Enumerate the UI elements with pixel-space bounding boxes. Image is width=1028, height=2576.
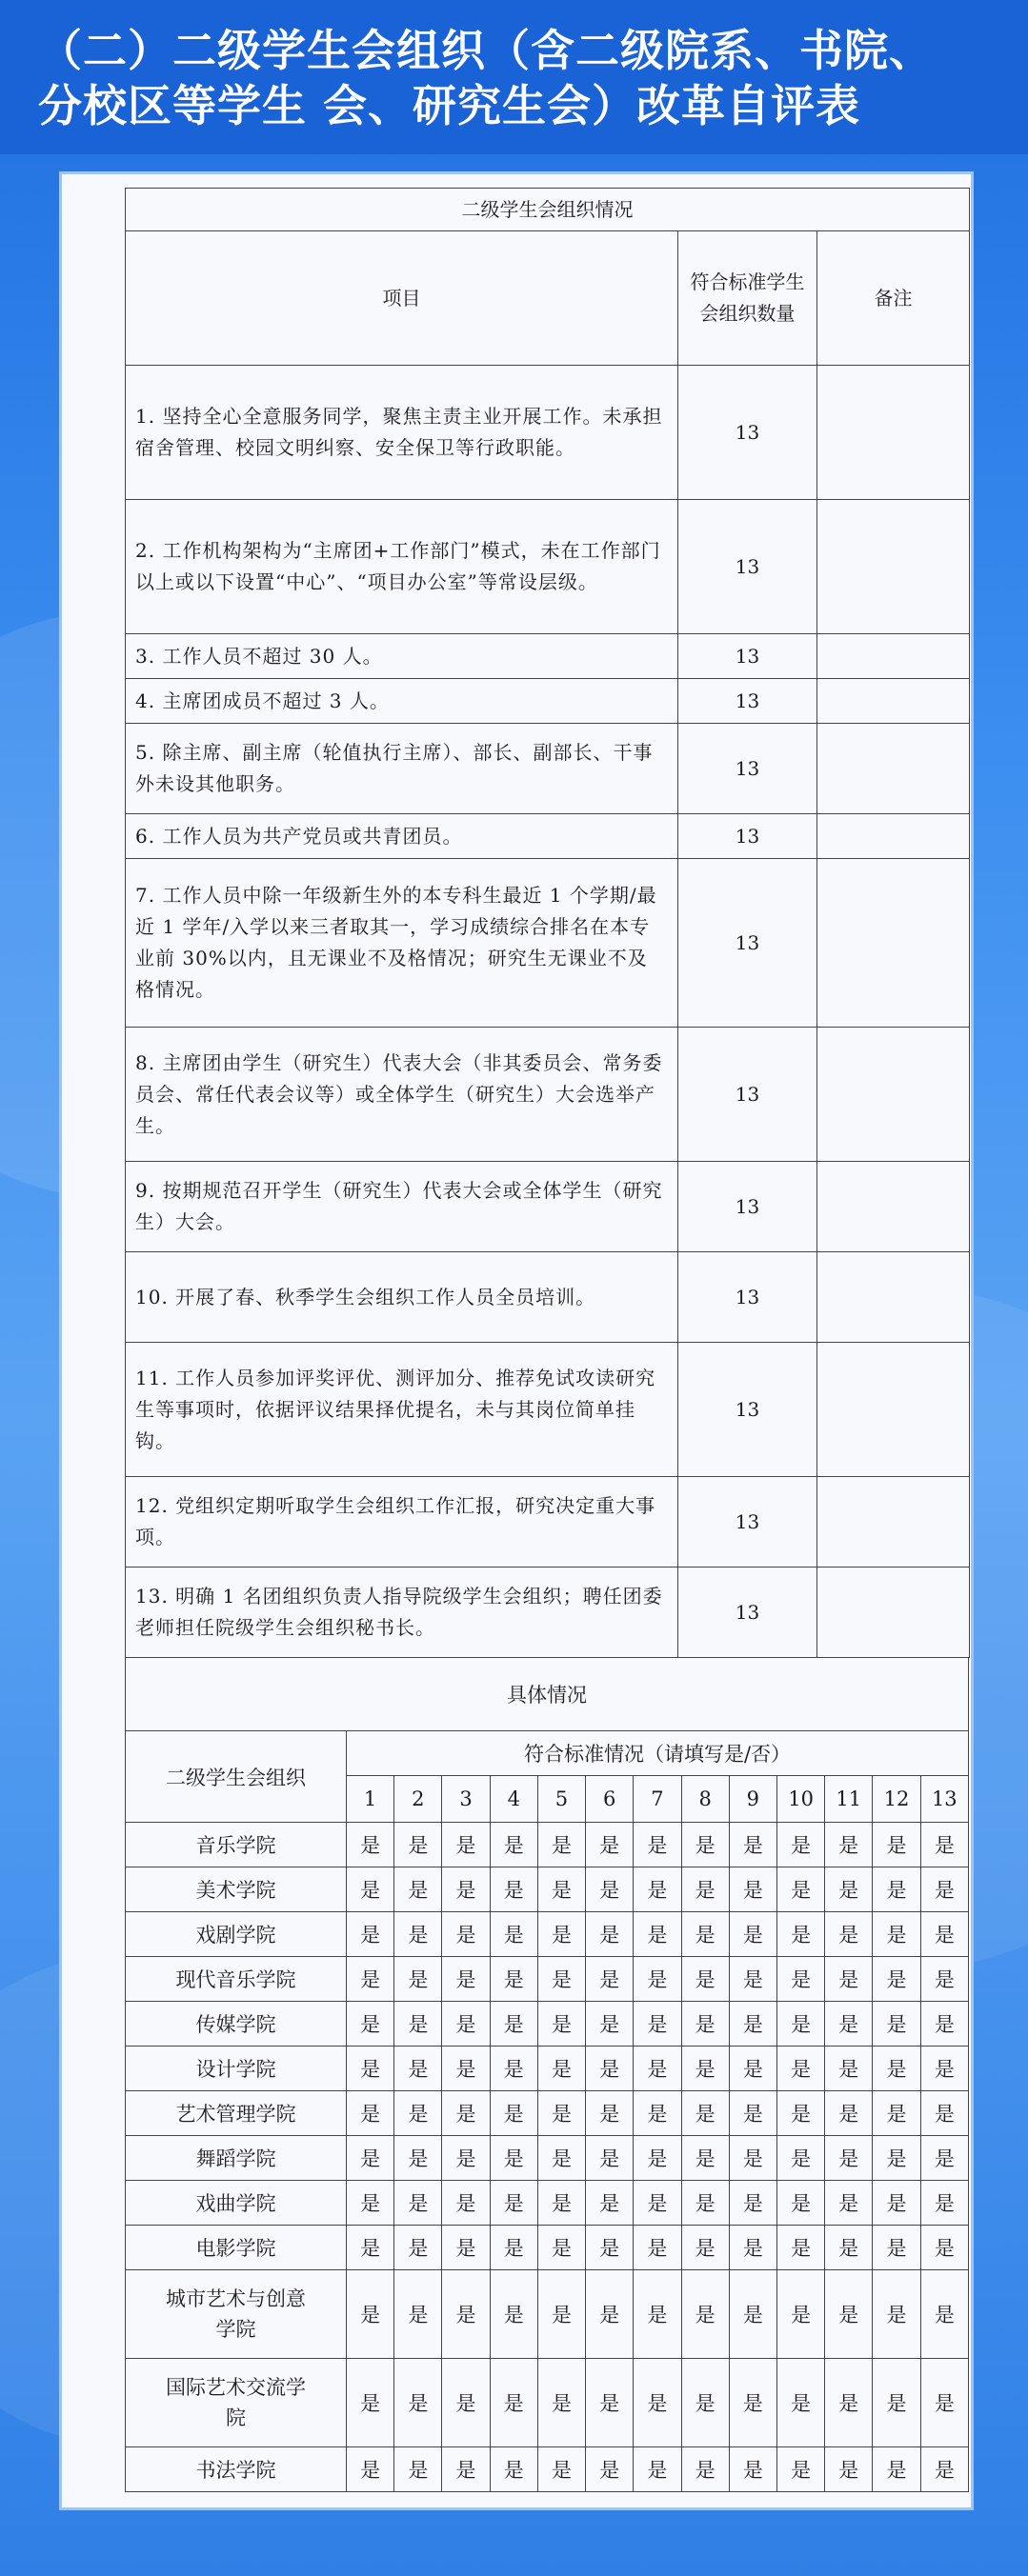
criteria-text: 12. 党组织定期听取学生会组织工作汇报，研究决定重大事项。 bbox=[126, 1477, 678, 1568]
status-mark: 是 bbox=[873, 1823, 920, 1867]
status-mark: 是 bbox=[681, 2226, 729, 2270]
criteria-text: 9. 按期规范召开学生（研究生）代表大会或全体学生（研究生）大会。 bbox=[126, 1162, 678, 1252]
status-mark: 是 bbox=[347, 2359, 394, 2447]
criteria-note bbox=[817, 1568, 970, 1658]
status-mark: 是 bbox=[920, 2047, 968, 2091]
table-wrapper bbox=[125, 188, 969, 2492]
status-mark: 是 bbox=[394, 2359, 442, 2447]
criteria-row bbox=[126, 366, 970, 500]
org-row bbox=[126, 1823, 969, 1867]
criteria-note bbox=[817, 859, 970, 1028]
org-name: 国际艺术交流学院 bbox=[126, 2359, 347, 2447]
status-mark: 是 bbox=[681, 2136, 729, 2181]
status-mark: 是 bbox=[776, 1867, 824, 1912]
org-name: 美术学院 bbox=[126, 1867, 347, 1912]
criteria-section-title: 二级学生会组织情况 bbox=[126, 189, 970, 231]
criteria-note bbox=[817, 1162, 970, 1252]
criteria-number: 9 bbox=[729, 1776, 776, 1823]
status-mark: 是 bbox=[920, 2136, 968, 2181]
criteria-note bbox=[817, 1477, 970, 1568]
status-mark: 是 bbox=[920, 2002, 968, 2047]
status-mark: 是 bbox=[776, 2447, 824, 2492]
status-mark: 是 bbox=[537, 2136, 585, 2181]
details-section-title: 具体情况 bbox=[126, 1658, 969, 1731]
org-row bbox=[126, 1867, 969, 1912]
status-mark: 是 bbox=[394, 2181, 442, 2226]
status-mark: 是 bbox=[729, 2359, 776, 2447]
col-header-count: 符合标准学生会组织数量 bbox=[678, 231, 817, 366]
org-row bbox=[126, 2136, 969, 2181]
criteria-note bbox=[817, 500, 970, 634]
criteria-row bbox=[126, 1028, 970, 1162]
criteria-note bbox=[817, 1343, 970, 1477]
org-name: 设计学院 bbox=[126, 2047, 347, 2091]
status-mark: 是 bbox=[586, 2047, 634, 2091]
col-header-org: 二级学生会组织 bbox=[126, 1731, 347, 1823]
status-mark: 是 bbox=[394, 1823, 442, 1867]
criteria-note bbox=[817, 634, 970, 679]
status-mark: 是 bbox=[729, 2181, 776, 2226]
criteria-note bbox=[817, 724, 970, 814]
org-row bbox=[126, 2002, 969, 2047]
criteria-number: 4 bbox=[490, 1776, 537, 1823]
status-mark: 是 bbox=[347, 2047, 394, 2091]
status-mark: 是 bbox=[442, 2091, 490, 2136]
status-mark: 是 bbox=[873, 2270, 920, 2359]
status-mark: 是 bbox=[537, 2226, 585, 2270]
status-mark: 是 bbox=[634, 2359, 681, 2447]
criteria-number: 12 bbox=[873, 1776, 920, 1823]
criteria-note bbox=[817, 366, 970, 500]
org-row bbox=[126, 2447, 969, 2492]
status-mark: 是 bbox=[681, 2047, 729, 2091]
status-mark: 是 bbox=[873, 2047, 920, 2091]
criteria-row bbox=[126, 634, 970, 679]
status-mark: 是 bbox=[634, 1867, 681, 1912]
status-mark: 是 bbox=[586, 2226, 634, 2270]
status-mark: 是 bbox=[873, 2181, 920, 2226]
status-mark: 是 bbox=[776, 2136, 824, 2181]
page-title-line-2: 分校区等学生 会、研究生会）改革自评表 bbox=[38, 80, 861, 131]
status-mark: 是 bbox=[586, 2359, 634, 2447]
status-mark: 是 bbox=[681, 2002, 729, 2047]
status-mark: 是 bbox=[537, 1867, 585, 1912]
org-name: 现代音乐学院 bbox=[126, 1957, 347, 2002]
status-mark: 是 bbox=[442, 2447, 490, 2492]
status-mark: 是 bbox=[634, 2136, 681, 2181]
status-mark: 是 bbox=[634, 2226, 681, 2270]
status-mark: 是 bbox=[394, 2136, 442, 2181]
criteria-count: 13 bbox=[678, 1343, 817, 1477]
status-mark: 是 bbox=[347, 2002, 394, 2047]
status-mark: 是 bbox=[825, 1957, 873, 2002]
status-mark: 是 bbox=[586, 1823, 634, 1867]
status-mark: 是 bbox=[681, 2091, 729, 2136]
criteria-note bbox=[817, 679, 970, 724]
status-mark: 是 bbox=[537, 2047, 585, 2091]
status-mark: 是 bbox=[681, 1867, 729, 1912]
status-table bbox=[125, 1657, 969, 2492]
status-mark: 是 bbox=[586, 2091, 634, 2136]
status-mark: 是 bbox=[490, 2136, 537, 2181]
status-mark: 是 bbox=[920, 1867, 968, 1912]
status-mark: 是 bbox=[920, 2447, 968, 2492]
status-mark: 是 bbox=[394, 2447, 442, 2492]
status-mark: 是 bbox=[490, 2270, 537, 2359]
criteria-row bbox=[126, 814, 970, 859]
criteria-count: 13 bbox=[678, 679, 817, 724]
status-mark: 是 bbox=[873, 2002, 920, 2047]
status-mark: 是 bbox=[729, 1912, 776, 1957]
status-mark: 是 bbox=[825, 2359, 873, 2447]
status-mark: 是 bbox=[347, 1912, 394, 1957]
status-mark: 是 bbox=[394, 2047, 442, 2091]
status-mark: 是 bbox=[347, 2226, 394, 2270]
criteria-count: 13 bbox=[678, 366, 817, 500]
criteria-row bbox=[126, 1162, 970, 1252]
org-row bbox=[126, 2359, 969, 2447]
criteria-count: 13 bbox=[678, 1568, 817, 1658]
criteria-count: 13 bbox=[678, 724, 817, 814]
status-mark: 是 bbox=[825, 2136, 873, 2181]
status-mark: 是 bbox=[681, 1957, 729, 2002]
status-mark: 是 bbox=[729, 2091, 776, 2136]
org-name: 戏剧学院 bbox=[126, 1912, 347, 1957]
criteria-row bbox=[126, 1477, 970, 1568]
org-name: 戏曲学院 bbox=[126, 2181, 347, 2226]
org-row bbox=[126, 2047, 969, 2091]
status-mark: 是 bbox=[347, 2181, 394, 2226]
criteria-note bbox=[817, 1252, 970, 1343]
criteria-text: 11. 工作人员参加评奖评优、测评加分、推荐免试攻读研究生等事项时，依据评议结果择优提名，未与其岗位简单挂钩。 bbox=[126, 1343, 678, 1477]
status-mark: 是 bbox=[634, 2447, 681, 2492]
status-mark: 是 bbox=[442, 2270, 490, 2359]
criteria-number: 10 bbox=[776, 1776, 824, 1823]
criteria-row bbox=[126, 1343, 970, 1477]
criteria-number: 6 bbox=[586, 1776, 634, 1823]
criteria-note bbox=[817, 814, 970, 859]
status-mark: 是 bbox=[920, 2359, 968, 2447]
status-mark: 是 bbox=[634, 2181, 681, 2226]
col-header-status: 符合标准情况（请填写是/否） bbox=[347, 1731, 969, 1776]
criteria-number: 7 bbox=[634, 1776, 681, 1823]
status-mark: 是 bbox=[634, 1912, 681, 1957]
org-name: 传媒学院 bbox=[126, 2002, 347, 2047]
status-mark: 是 bbox=[776, 2002, 824, 2047]
status-mark: 是 bbox=[873, 2359, 920, 2447]
criteria-text: 13. 明确 1 名团组织负责人指导院级学生会组织；聘任团委老师担任院级学生会组织秘书长。 bbox=[126, 1568, 678, 1658]
status-mark: 是 bbox=[394, 1957, 442, 2002]
status-mark: 是 bbox=[537, 1912, 585, 1957]
title-banner bbox=[0, 0, 1028, 154]
criteria-count: 13 bbox=[678, 1252, 817, 1343]
status-mark: 是 bbox=[920, 1957, 968, 2002]
status-mark: 是 bbox=[729, 2447, 776, 2492]
status-mark: 是 bbox=[442, 1957, 490, 2002]
criteria-number: 3 bbox=[442, 1776, 490, 1823]
status-mark: 是 bbox=[634, 2002, 681, 2047]
status-mark: 是 bbox=[776, 2047, 824, 2091]
status-mark: 是 bbox=[586, 2002, 634, 2047]
status-mark: 是 bbox=[729, 1867, 776, 1912]
status-mark: 是 bbox=[825, 1823, 873, 1867]
status-mark: 是 bbox=[490, 1912, 537, 1957]
criteria-table bbox=[125, 188, 970, 1658]
status-mark: 是 bbox=[729, 2002, 776, 2047]
status-mark: 是 bbox=[776, 1957, 824, 2002]
status-mark: 是 bbox=[634, 2091, 681, 2136]
criteria-text: 7. 工作人员中除一年级新生外的本专科生最近 1 个学期/最近 1 学年/入学以来三者取其一，学习成绩综合排名在本专业前 30%以内，且无课业不及格情况；研究生无课业不及格情况。 bbox=[126, 859, 678, 1028]
status-mark: 是 bbox=[586, 1867, 634, 1912]
status-mark: 是 bbox=[776, 2181, 824, 2226]
col-header-note: 备注 bbox=[817, 231, 970, 366]
status-mark: 是 bbox=[681, 2447, 729, 2492]
status-mark: 是 bbox=[729, 2047, 776, 2091]
document-card bbox=[59, 171, 974, 2510]
status-mark: 是 bbox=[490, 2002, 537, 2047]
status-mark: 是 bbox=[347, 2447, 394, 2492]
status-mark: 是 bbox=[442, 1912, 490, 1957]
status-mark: 是 bbox=[681, 1912, 729, 1957]
status-mark: 是 bbox=[586, 2181, 634, 2226]
status-mark: 是 bbox=[634, 1823, 681, 1867]
status-mark: 是 bbox=[586, 2447, 634, 2492]
org-row bbox=[126, 1912, 969, 1957]
criteria-number: 1 bbox=[347, 1776, 394, 1823]
criteria-number: 5 bbox=[537, 1776, 585, 1823]
criteria-text: 1. 坚持全心全意服务同学，聚焦主责主业开展工作。未承担宿舍管理、校园文明纠察、安全保卫等行政职能。 bbox=[126, 366, 678, 500]
status-mark: 是 bbox=[490, 2447, 537, 2492]
criteria-number: 13 bbox=[920, 1776, 968, 1823]
status-mark: 是 bbox=[873, 1867, 920, 1912]
criteria-number: 11 bbox=[825, 1776, 873, 1823]
status-mark: 是 bbox=[442, 2226, 490, 2270]
org-name: 舞蹈学院 bbox=[126, 2136, 347, 2181]
org-name: 书法学院 bbox=[126, 2447, 347, 2492]
org-name: 艺术管理学院 bbox=[126, 2091, 347, 2136]
criteria-text: 3. 工作人员不超过 30 人。 bbox=[126, 634, 678, 679]
criteria-row bbox=[126, 500, 970, 634]
status-mark: 是 bbox=[394, 2270, 442, 2359]
status-mark: 是 bbox=[394, 2226, 442, 2270]
criteria-count: 13 bbox=[678, 1162, 817, 1252]
status-mark: 是 bbox=[347, 1823, 394, 1867]
criteria-number: 2 bbox=[394, 1776, 442, 1823]
status-mark: 是 bbox=[776, 1912, 824, 1957]
status-mark: 是 bbox=[825, 2226, 873, 2270]
status-mark: 是 bbox=[537, 2270, 585, 2359]
status-mark: 是 bbox=[490, 2047, 537, 2091]
org-row bbox=[126, 2270, 969, 2359]
criteria-text: 2. 工作机构架构为“主席团+工作部门”模式，未在工作部门以上或以下设置“中心”、“项目办公室”等常设层级。 bbox=[126, 500, 678, 634]
status-mark: 是 bbox=[776, 2091, 824, 2136]
status-mark: 是 bbox=[920, 2091, 968, 2136]
status-mark: 是 bbox=[537, 1957, 585, 2002]
criteria-text: 6. 工作人员为共产党员或共青团员。 bbox=[126, 814, 678, 859]
status-mark: 是 bbox=[776, 2270, 824, 2359]
status-mark: 是 bbox=[586, 1957, 634, 2002]
criteria-text: 8. 主席团由学生（研究生）代表大会（非其委员会、常务委员会、常任代表会议等）或全体学生（研究生）大会选举产生。 bbox=[126, 1028, 678, 1162]
status-mark: 是 bbox=[490, 2226, 537, 2270]
status-mark: 是 bbox=[776, 2226, 824, 2270]
status-mark: 是 bbox=[394, 2002, 442, 2047]
status-mark: 是 bbox=[537, 2091, 585, 2136]
status-mark: 是 bbox=[442, 2136, 490, 2181]
status-mark: 是 bbox=[920, 1823, 968, 1867]
page-title bbox=[38, 23, 1000, 133]
status-mark: 是 bbox=[537, 2002, 585, 2047]
status-mark: 是 bbox=[634, 2270, 681, 2359]
status-mark: 是 bbox=[920, 2270, 968, 2359]
org-name: 电影学院 bbox=[126, 2226, 347, 2270]
org-row bbox=[126, 1957, 969, 2002]
criteria-text: 5. 除主席、副主席（轮值执行主席）、部长、副部长、干事外未设其他职务。 bbox=[126, 724, 678, 814]
status-mark: 是 bbox=[873, 2226, 920, 2270]
criteria-count: 13 bbox=[678, 859, 817, 1028]
status-mark: 是 bbox=[729, 1957, 776, 2002]
status-mark: 是 bbox=[825, 2181, 873, 2226]
page-title-line-1: （二）二级学生会组织（含二级院系、书院、 bbox=[38, 25, 934, 76]
status-mark: 是 bbox=[729, 2270, 776, 2359]
status-mark: 是 bbox=[442, 1867, 490, 1912]
status-mark: 是 bbox=[873, 2091, 920, 2136]
status-mark: 是 bbox=[442, 1823, 490, 1867]
col-header-item: 项目 bbox=[126, 231, 678, 366]
status-mark: 是 bbox=[394, 2091, 442, 2136]
status-mark: 是 bbox=[920, 2181, 968, 2226]
status-mark: 是 bbox=[490, 2091, 537, 2136]
status-mark: 是 bbox=[490, 1957, 537, 2002]
status-mark: 是 bbox=[634, 1957, 681, 2002]
criteria-text: 10. 开展了春、秋季学生会组织工作人员全员培训。 bbox=[126, 1252, 678, 1343]
status-mark: 是 bbox=[825, 2002, 873, 2047]
criteria-count: 13 bbox=[678, 814, 817, 859]
status-mark: 是 bbox=[825, 2447, 873, 2492]
status-mark: 是 bbox=[825, 1867, 873, 1912]
status-mark: 是 bbox=[873, 1912, 920, 1957]
status-mark: 是 bbox=[394, 1912, 442, 1957]
status-mark: 是 bbox=[681, 1823, 729, 1867]
status-mark: 是 bbox=[537, 2359, 585, 2447]
status-mark: 是 bbox=[825, 2047, 873, 2091]
status-mark: 是 bbox=[490, 1823, 537, 1867]
status-mark: 是 bbox=[681, 2270, 729, 2359]
status-mark: 是 bbox=[442, 2359, 490, 2447]
status-mark: 是 bbox=[681, 2359, 729, 2447]
status-mark: 是 bbox=[586, 1912, 634, 1957]
criteria-count: 13 bbox=[678, 1028, 817, 1162]
status-mark: 是 bbox=[442, 2047, 490, 2091]
criteria-row bbox=[126, 1568, 970, 1658]
status-mark: 是 bbox=[347, 2136, 394, 2181]
status-mark: 是 bbox=[586, 2270, 634, 2359]
status-mark: 是 bbox=[347, 1957, 394, 2002]
status-mark: 是 bbox=[347, 1867, 394, 1912]
status-mark: 是 bbox=[394, 1867, 442, 1912]
status-mark: 是 bbox=[825, 2091, 873, 2136]
criteria-count: 13 bbox=[678, 634, 817, 679]
org-row bbox=[126, 2226, 969, 2270]
org-name: 城市艺术与创意学院 bbox=[126, 2270, 347, 2359]
criteria-note bbox=[817, 1028, 970, 1162]
status-mark: 是 bbox=[729, 1823, 776, 1867]
status-mark: 是 bbox=[634, 2047, 681, 2091]
status-mark: 是 bbox=[347, 2091, 394, 2136]
criteria-text: 4. 主席团成员不超过 3 人。 bbox=[126, 679, 678, 724]
status-mark: 是 bbox=[537, 1823, 585, 1867]
status-mark: 是 bbox=[442, 2002, 490, 2047]
status-mark: 是 bbox=[537, 2181, 585, 2226]
criteria-count: 13 bbox=[678, 500, 817, 634]
org-name: 音乐学院 bbox=[126, 1823, 347, 1867]
status-mark: 是 bbox=[776, 2359, 824, 2447]
status-mark: 是 bbox=[490, 2181, 537, 2226]
org-row bbox=[126, 2091, 969, 2136]
status-mark: 是 bbox=[729, 2226, 776, 2270]
criteria-row bbox=[126, 1252, 970, 1343]
status-mark: 是 bbox=[347, 2270, 394, 2359]
status-mark: 是 bbox=[681, 2181, 729, 2226]
status-mark: 是 bbox=[873, 2136, 920, 2181]
status-mark: 是 bbox=[920, 1912, 968, 1957]
status-mark: 是 bbox=[442, 2181, 490, 2226]
status-mark: 是 bbox=[825, 1912, 873, 1957]
criteria-number: 8 bbox=[681, 1776, 729, 1823]
criteria-row bbox=[126, 724, 970, 814]
status-mark: 是 bbox=[776, 1823, 824, 1867]
status-mark: 是 bbox=[490, 2359, 537, 2447]
criteria-count: 13 bbox=[678, 1477, 817, 1568]
criteria-row bbox=[126, 859, 970, 1028]
criteria-row bbox=[126, 679, 970, 724]
status-mark: 是 bbox=[825, 2270, 873, 2359]
status-mark: 是 bbox=[873, 1957, 920, 2002]
status-mark: 是 bbox=[586, 2136, 634, 2181]
status-mark: 是 bbox=[490, 1867, 537, 1912]
status-mark: 是 bbox=[873, 2447, 920, 2492]
status-mark: 是 bbox=[729, 2136, 776, 2181]
org-row bbox=[126, 2181, 969, 2226]
status-mark: 是 bbox=[920, 2226, 968, 2270]
status-mark: 是 bbox=[537, 2447, 585, 2492]
